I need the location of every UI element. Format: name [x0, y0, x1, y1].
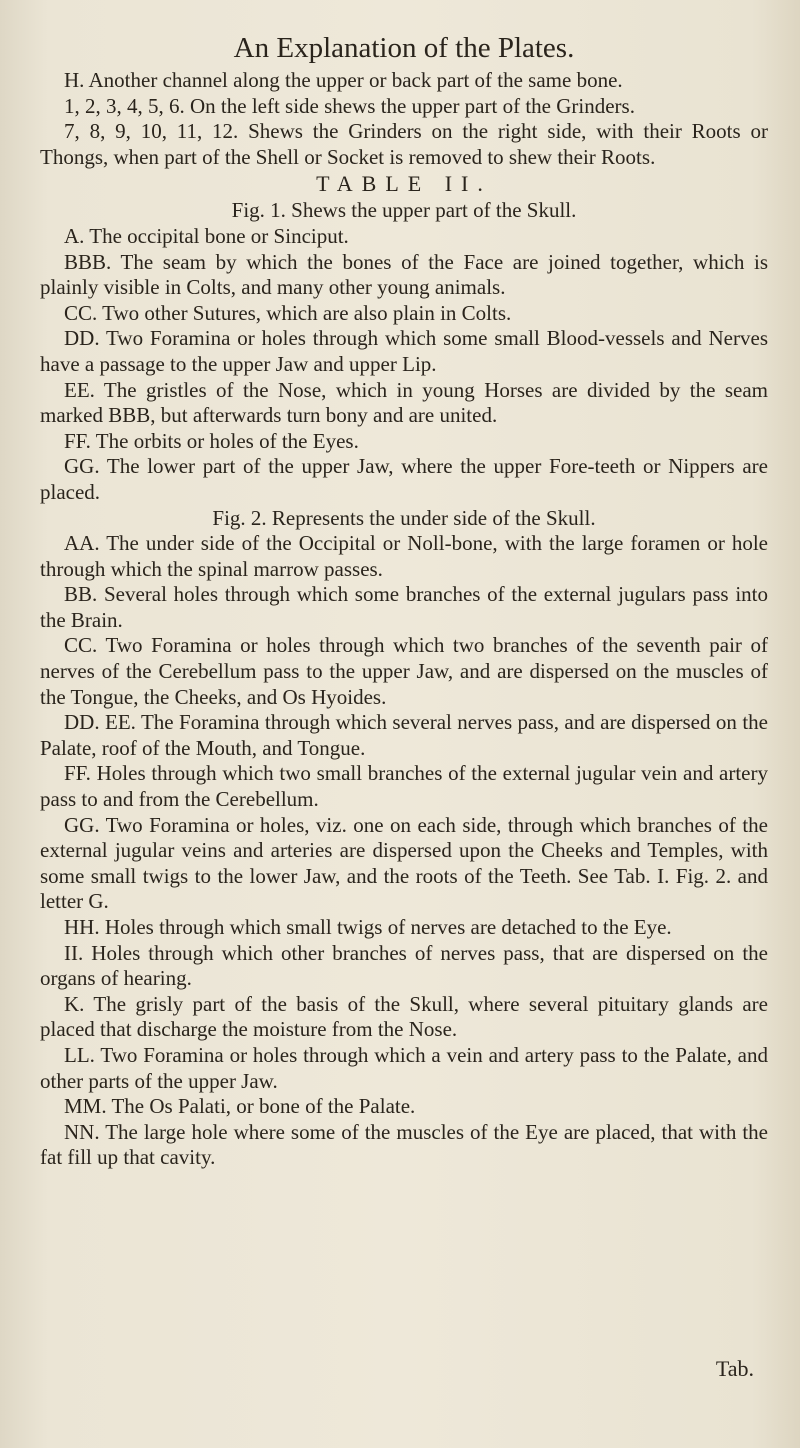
fig2-entry: K. The grisly part of the basis of the Skull, where several pituitary glands are placed that discharge the moisture from the Nose. — [40, 991, 768, 1042]
fig1-heading: Fig. 1. Shews the upper part of the Skull. — [231, 198, 577, 223]
fig2-entry: GG. Two Foramina or holes, viz. one on each side, through which branches of the external jugular veins and arteries are dispersed upon the Cheeks and Temples, with some small twigs to the lower Jaw, and the roots of the Teeth. See Tab. I. Fig. 2. and letter G. — [40, 812, 768, 914]
fig2-entry: FF. Holes through which two small branches of the external jugular vein and artery pass to and from the Cerebellum. — [40, 761, 768, 812]
fig1-entry: CC. Two other Sutures, which are also plain in Colts. — [64, 300, 512, 325]
plate-intro-h: H. Another channel along the upper or back part of the same bone. — [64, 68, 623, 92]
catchword: Tab. — [715, 1356, 754, 1381]
fig1-entry: DD. Two Foramina or holes through which some small Blood-vessels and Nerves have a passage to the upper Jaw and upper Lip. — [40, 326, 768, 376]
fig1-entry: A. The occipital bone or Sinciput. — [64, 223, 349, 248]
fig2-entry: DD. EE. The Foramina through which several nerves pass, and are dispersed on the Palate, roof of the Mouth, and Tongue. — [40, 710, 768, 760]
plate-intro-right-grinders: 7, 8, 9, 10, 11, 12. Shews the Grinders on the right side, with their Roots or Thongs, when part of the Shell or Socket is removed to shew their Roots. — [40, 119, 768, 169]
fig2-entry: BB. Several holes through which some branches of the external jugulars pass into the Brain. — [40, 582, 768, 632]
fig1-entry: EE. The gristles of the Nose, which in young Horses are divided by the seam marked BBB, but afterwards turn bony and are united. — [40, 377, 768, 428]
fig1-entry: FF. The orbits or holes of the Eyes. — [64, 428, 359, 453]
fig2-entry: CC. Two Foramina or holes through which two branches of the seventh pair of nerves of the Cerebellum pass to the upper Jaw, and are dispersed on the muscles of the Tongue, the Cheeks, and Os Hyoides. — [40, 633, 768, 709]
fig2-entry: II. Holes through which other branches of nerves pass, that are dispersed on the organs of hearing. — [40, 940, 768, 991]
page-text — [40, 28, 768, 1171]
plate-intro-left-grinders: 1, 2, 3, 4, 5, 6. On the left side shews the upper part of the Grinders. — [64, 93, 635, 118]
fig1-entry: GG. The lower part of the upper Jaw, where the upper Fore-teeth or Nippers are placed. — [40, 454, 768, 504]
fig2-heading: Fig. 2. Represents the under side of the Skull. — [212, 505, 596, 530]
running-title: An Explanation of the Plates. — [233, 32, 575, 64]
table-heading: TABLE II. — [316, 171, 492, 197]
fig2-entry: NN. The large hole where some of the muscles of the Eye are placed, that with the fat fill up that cavity. — [40, 1119, 768, 1170]
fig2-entry: HH. Holes through which small twigs of nerves are detached to the Eye. — [64, 915, 672, 939]
fig1-entry: BBB. The seam by which the bones of the Face are joined together, which is plainly visible in Colts, and many other young animals. — [40, 249, 768, 300]
fig2-entry: LL. Two Foramina or holes through which a vein and artery pass to the Palate, and other parts of the upper Jaw. — [40, 1042, 768, 1093]
fig2-entry: MM. The Os Palati, or bone of the Palate. — [64, 1094, 416, 1119]
fig2-entry: AA. The under side of the Occipital or Noll-bone, with the large foramen or hole through which the spinal marrow passes. — [40, 531, 768, 581]
